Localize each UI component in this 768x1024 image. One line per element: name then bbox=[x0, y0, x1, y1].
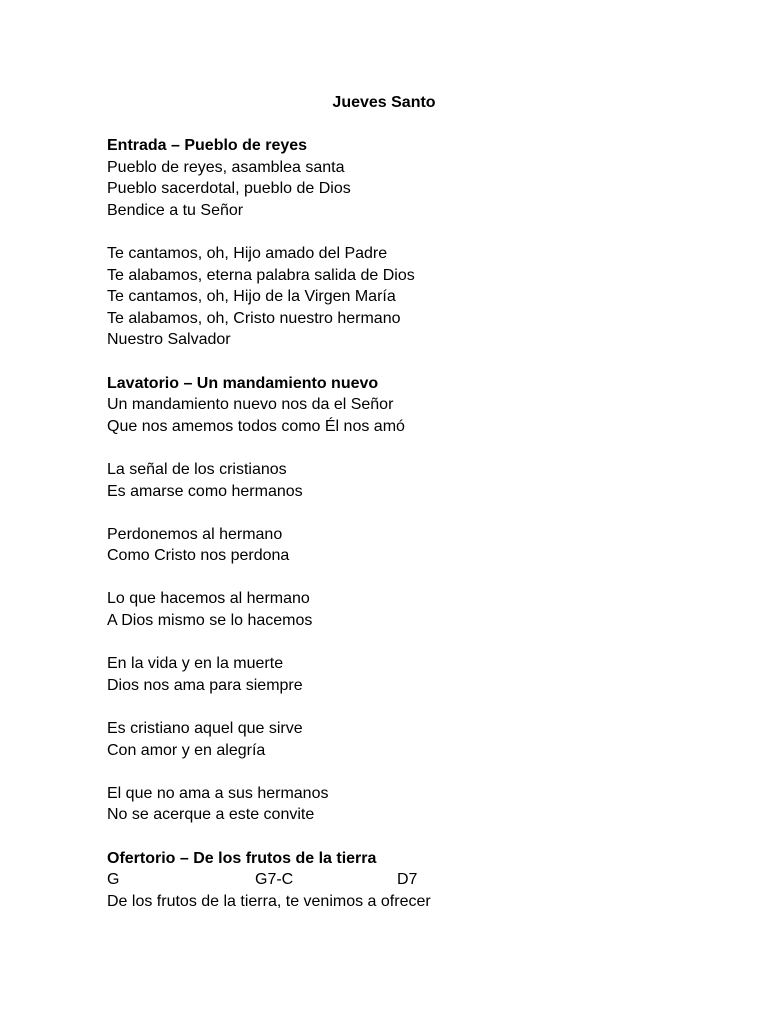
document-title: Jueves Santo bbox=[332, 94, 436, 111]
section-lavatorio bbox=[107, 373, 727, 826]
lyric-line: Como Cristo nos perdona bbox=[107, 547, 290, 565]
stanza bbox=[107, 524, 727, 567]
lyric-line: No se acerque a este convite bbox=[107, 806, 315, 824]
lyric-line: La señal de los cristianos bbox=[107, 460, 287, 478]
lyric-line: A Dios mismo se lo hacemos bbox=[107, 612, 313, 630]
chord-label: G7-C bbox=[255, 871, 294, 889]
lyric-line: Pueblo sacerdotal, pueblo de Dios bbox=[107, 180, 351, 198]
lyric-line: Te alabamos, oh, Cristo nuestro hermano bbox=[107, 309, 401, 327]
stanza bbox=[107, 394, 727, 437]
stanza bbox=[107, 459, 727, 502]
section-heading: Lavatorio – Un mandamiento nuevo bbox=[107, 374, 379, 392]
lyric-line: Es cristiano aquel que sirve bbox=[107, 720, 303, 738]
lyric-line: Nuestro Salvador bbox=[107, 331, 231, 349]
chord-label: G bbox=[107, 871, 120, 889]
section-heading: Ofertorio – De los frutos de la tierra bbox=[107, 849, 377, 867]
lyric-line: Bendice a tu Señor bbox=[107, 201, 244, 219]
lyric-line: Te cantamos, oh, Hijo amado del Padre bbox=[107, 244, 388, 262]
lyric-line: Perdonemos al hermano bbox=[107, 525, 283, 543]
lyric-line: El que no ama a sus hermanos bbox=[107, 784, 329, 802]
lyric-line: Te alabamos, eterna palabra salida de Dios bbox=[107, 266, 415, 284]
lyric-line: En la vida y en la muerte bbox=[107, 655, 284, 673]
document-body bbox=[107, 135, 727, 934]
stanza bbox=[107, 783, 727, 826]
stanza bbox=[107, 891, 727, 913]
chord-label: D7 bbox=[397, 871, 418, 889]
lyric-line: Te cantamos, oh, Hijo de la Virgen María bbox=[107, 288, 396, 306]
lyric-line: Pueblo de reyes, asamblea santa bbox=[107, 158, 345, 176]
lyric-line: Que nos amemos todos como Él nos amó bbox=[107, 417, 405, 435]
lyric-line: Dios nos ama para siempre bbox=[107, 676, 303, 694]
section-ofertorio bbox=[107, 848, 727, 913]
lyric-line: Es amarse como hermanos bbox=[107, 482, 303, 500]
lyric-line: Con amor y en alegría bbox=[107, 741, 266, 759]
lyric-line: Un mandamiento nuevo nos da el Señor bbox=[107, 396, 394, 414]
section-heading: Entrada – Pueblo de reyes bbox=[107, 137, 308, 154]
chord-line bbox=[107, 869, 727, 891]
stanza bbox=[107, 243, 727, 351]
section-entrada bbox=[107, 135, 727, 351]
stanza bbox=[107, 653, 727, 696]
stanza bbox=[107, 588, 727, 631]
lyric-line: De los frutos de la tierra, te venimos a ofrecer bbox=[107, 892, 431, 910]
stanza bbox=[107, 157, 727, 222]
stanza bbox=[107, 718, 727, 761]
lyric-line: Lo que hacemos al hermano bbox=[107, 590, 310, 608]
